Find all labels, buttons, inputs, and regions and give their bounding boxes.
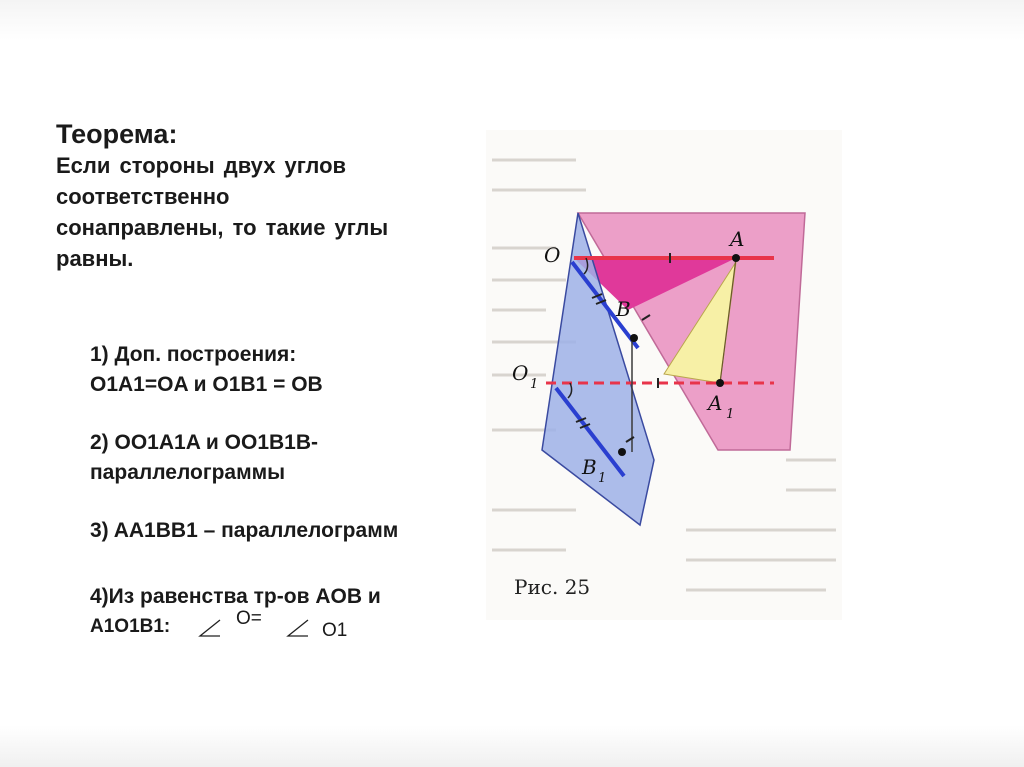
label-a1: A [708, 391, 723, 415]
theorem-line-3: сонаправлены, то такие углы [56, 215, 389, 240]
label-o: O [544, 243, 561, 267]
theorem-line-1: Если стороны двух углов [56, 153, 347, 178]
step-4-angle-line [90, 608, 490, 644]
label-o1-sub: 1 [530, 377, 539, 392]
proof-step-1 [90, 340, 490, 400]
theorem-title: Теорема: [56, 119, 178, 149]
theorem-block [56, 118, 476, 274]
angle-icon [198, 618, 222, 643]
step-3-line-1: 3) AA1BB1 – параллелограмм [90, 519, 399, 542]
step-4-line-1: 4)Из равенства тр-ов AOB и [90, 585, 381, 608]
step-4-end: O1 [322, 620, 348, 641]
step-1-line-1: 1) Доп. построения: [90, 343, 297, 366]
figure-diagram [486, 130, 842, 620]
theorem-line-2: соответственно [56, 184, 230, 209]
step-4-mid: O= [236, 608, 262, 629]
figure-caption: Рис. 25 [514, 575, 591, 599]
angle-icon [286, 618, 310, 643]
step-4-prefix: A1O1B1: [90, 616, 171, 637]
label-o1: O [512, 361, 529, 385]
label-b: B [616, 297, 631, 321]
label-a1-sub: 1 [726, 407, 735, 422]
step-1-line-2: O1A1=OA и O1B1 = OB [90, 373, 323, 396]
proof-step-4 [90, 582, 490, 644]
proof-step-3 [90, 516, 490, 546]
step-2-line-2: параллелограммы [90, 461, 286, 484]
label-b1: B [582, 455, 597, 479]
step-2-line-1: 2) OO1A1A и OO1B1B- [90, 431, 319, 454]
proof-steps [90, 340, 490, 574]
proof-step-2 [90, 428, 490, 488]
figure-25 [486, 130, 842, 620]
label-a: A [730, 227, 745, 251]
theorem-line-4: равны. [56, 246, 134, 271]
label-b1-sub: 1 [598, 471, 607, 486]
